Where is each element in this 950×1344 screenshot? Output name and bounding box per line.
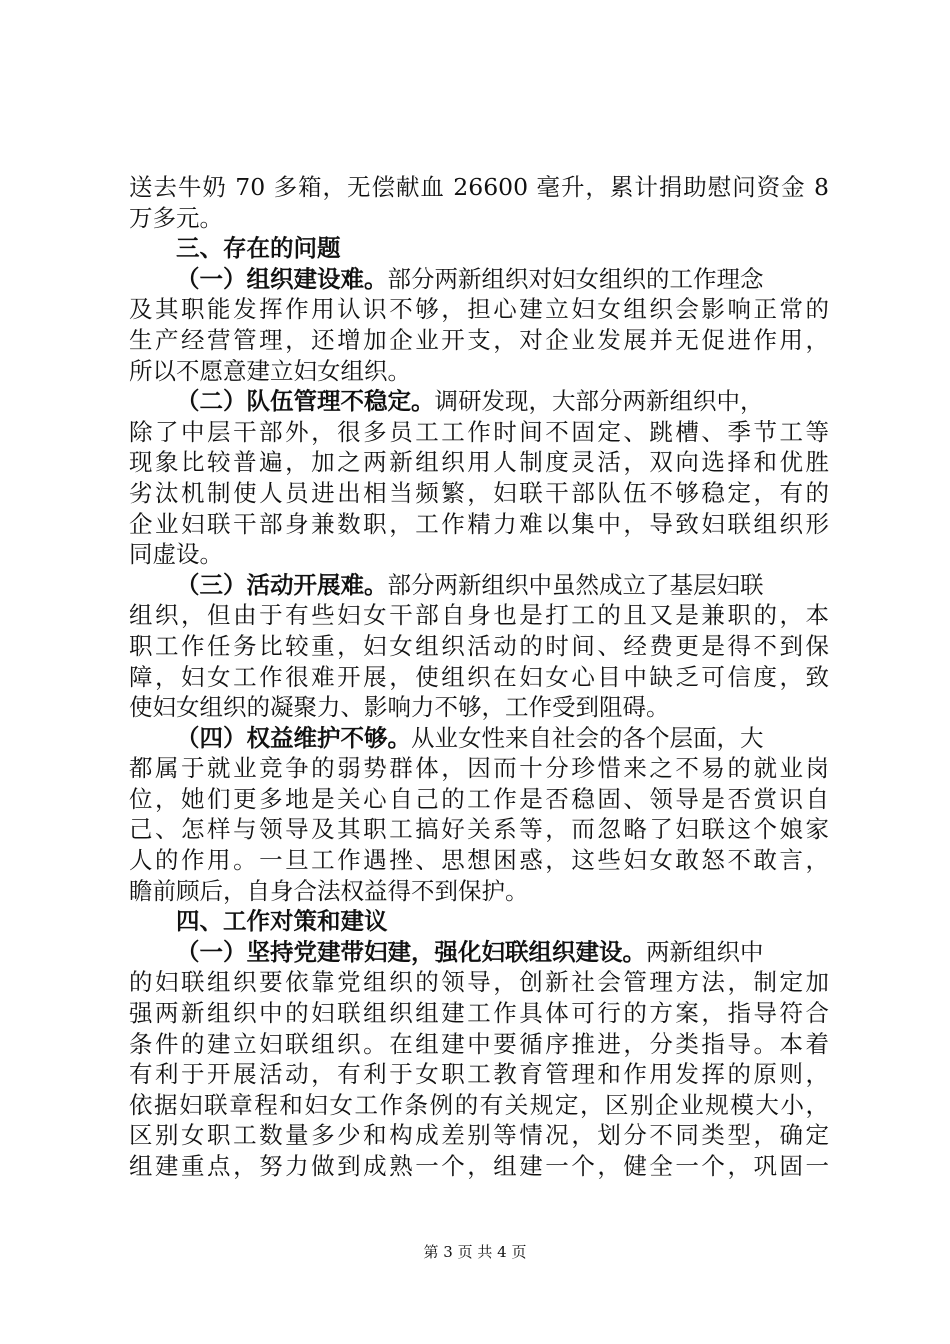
text-line: 瞻前顾后，自身合法权益得不到保护。 — [129, 876, 529, 905]
text-line: 组建重点，努力做到成熟一个，组建一个，健全一个，巩固一 — [129, 1152, 829, 1180]
text-line: 职工作任务比较重，妇女组织活动的时间、经费更是得不到保 — [129, 631, 829, 660]
text-line: 人的作用。一旦工作遇挫、思想困惑，这些妇女敢怒不敢言， — [129, 846, 829, 875]
subsection-heading: （四）权益维护不够。 — [176, 723, 411, 752]
paragraph-line — [129, 723, 829, 754]
paragraph-text: 从业女性来自社会的各个层面，大 — [411, 723, 764, 752]
text-line: 企业妇联干部身兼数职，工作精力难以集中，导致妇联组织形 — [129, 509, 829, 538]
paragraph-line — [129, 264, 829, 295]
paragraph-line — [129, 570, 829, 601]
text-line: 依据妇联章程和妇女工作条例的有关规定，区别企业规模大小， — [129, 1090, 829, 1119]
text-line: 位，她们更多地是关心自己的工作是否稳固、领导是否赏识自 — [129, 784, 829, 813]
section-heading: 四、工作对策和建议 — [176, 907, 388, 936]
text-line: 除了中层干部外，很多员工工作时间不固定、跳槽、季节工等 — [129, 417, 829, 446]
text-line: 使妇女组织的凝聚力、影响力不够，工作受到阻碍。 — [129, 693, 670, 722]
paragraph-text: 部分两新组织对妇女组织的工作理念 — [387, 264, 764, 293]
paragraph-line — [129, 937, 829, 968]
text-line: 区别女职工数量多少和构成差别等情况，划分不同类型，确定 — [129, 1121, 829, 1150]
text-line: 送去牛奶 70 多箱，无偿献血 26600 毫升，累计捐助慰问资金 8 — [129, 173, 829, 201]
text-line: 己、怎样与领导及其职工搞好关系等，而忽略了妇联这个娘家 — [129, 815, 829, 844]
subsection-heading: （三）活动开展难。 — [176, 570, 388, 599]
subsection-heading: （一）坚持党建带妇建，强化妇联组织建设。 — [176, 937, 646, 966]
text-line: 现象比较普遍，加之两新组织用人制度灵活，双向选择和优胜 — [129, 448, 829, 477]
text-line: 的妇联组织要依靠党组织的领导，创新社会管理方法，制定加 — [129, 968, 829, 997]
subsection-heading: （一）组织建设难。 — [176, 264, 388, 293]
text-line: 同虚设。 — [129, 540, 223, 569]
text-line: 及其职能发挥作用认识不够，担心建立妇女组织会影响正常的 — [129, 295, 829, 324]
text-line: 组织，但由于有些妇女干部自身也是打工的且又是兼职的，本 — [129, 601, 829, 630]
page-footer: 第 3 页 共 4 页 — [423, 1243, 527, 1261]
subsection-heading: （二）队伍管理不稳定。 — [176, 387, 435, 416]
text-line: 强两新组织中的妇联组织组建工作具体可行的方案，指导符合 — [129, 999, 829, 1028]
text-line: 万多元。 — [129, 203, 223, 232]
document-body — [129, 172, 829, 1182]
text-line: 生产经营管理，还增加企业开支，对企业发展并无促进作用， — [129, 325, 829, 354]
paragraph-line — [129, 386, 829, 417]
paragraph-text: 调研发现，大部分两新组织中， — [434, 387, 764, 416]
paragraph-text: 部分两新组织中虽然成立了基层妇联 — [387, 570, 764, 599]
text-line: 所以不愿意建立妇女组织。 — [129, 356, 411, 385]
text-line: 条件的建立妇联组织。在组建中要循序推进，分类指导。本着 — [129, 1029, 829, 1058]
text-line: 劣汰机制使人员进出相当频繁，妇联干部队伍不够稳定，有的 — [129, 478, 829, 507]
paragraph-text: 两新组织中 — [646, 937, 764, 966]
text-line: 有利于开展活动，有利于女职工教育管理和作用发挥的原则， — [129, 1060, 829, 1089]
text-line: 障，妇女工作很难开展，使组织在妇女心目中缺乏可信度，致 — [129, 662, 829, 691]
section-heading: 三、存在的问题 — [176, 234, 341, 263]
text-line: 都属于就业竞争的弱势群体，因而十分珍惜来之不易的就业岗 — [129, 754, 829, 783]
